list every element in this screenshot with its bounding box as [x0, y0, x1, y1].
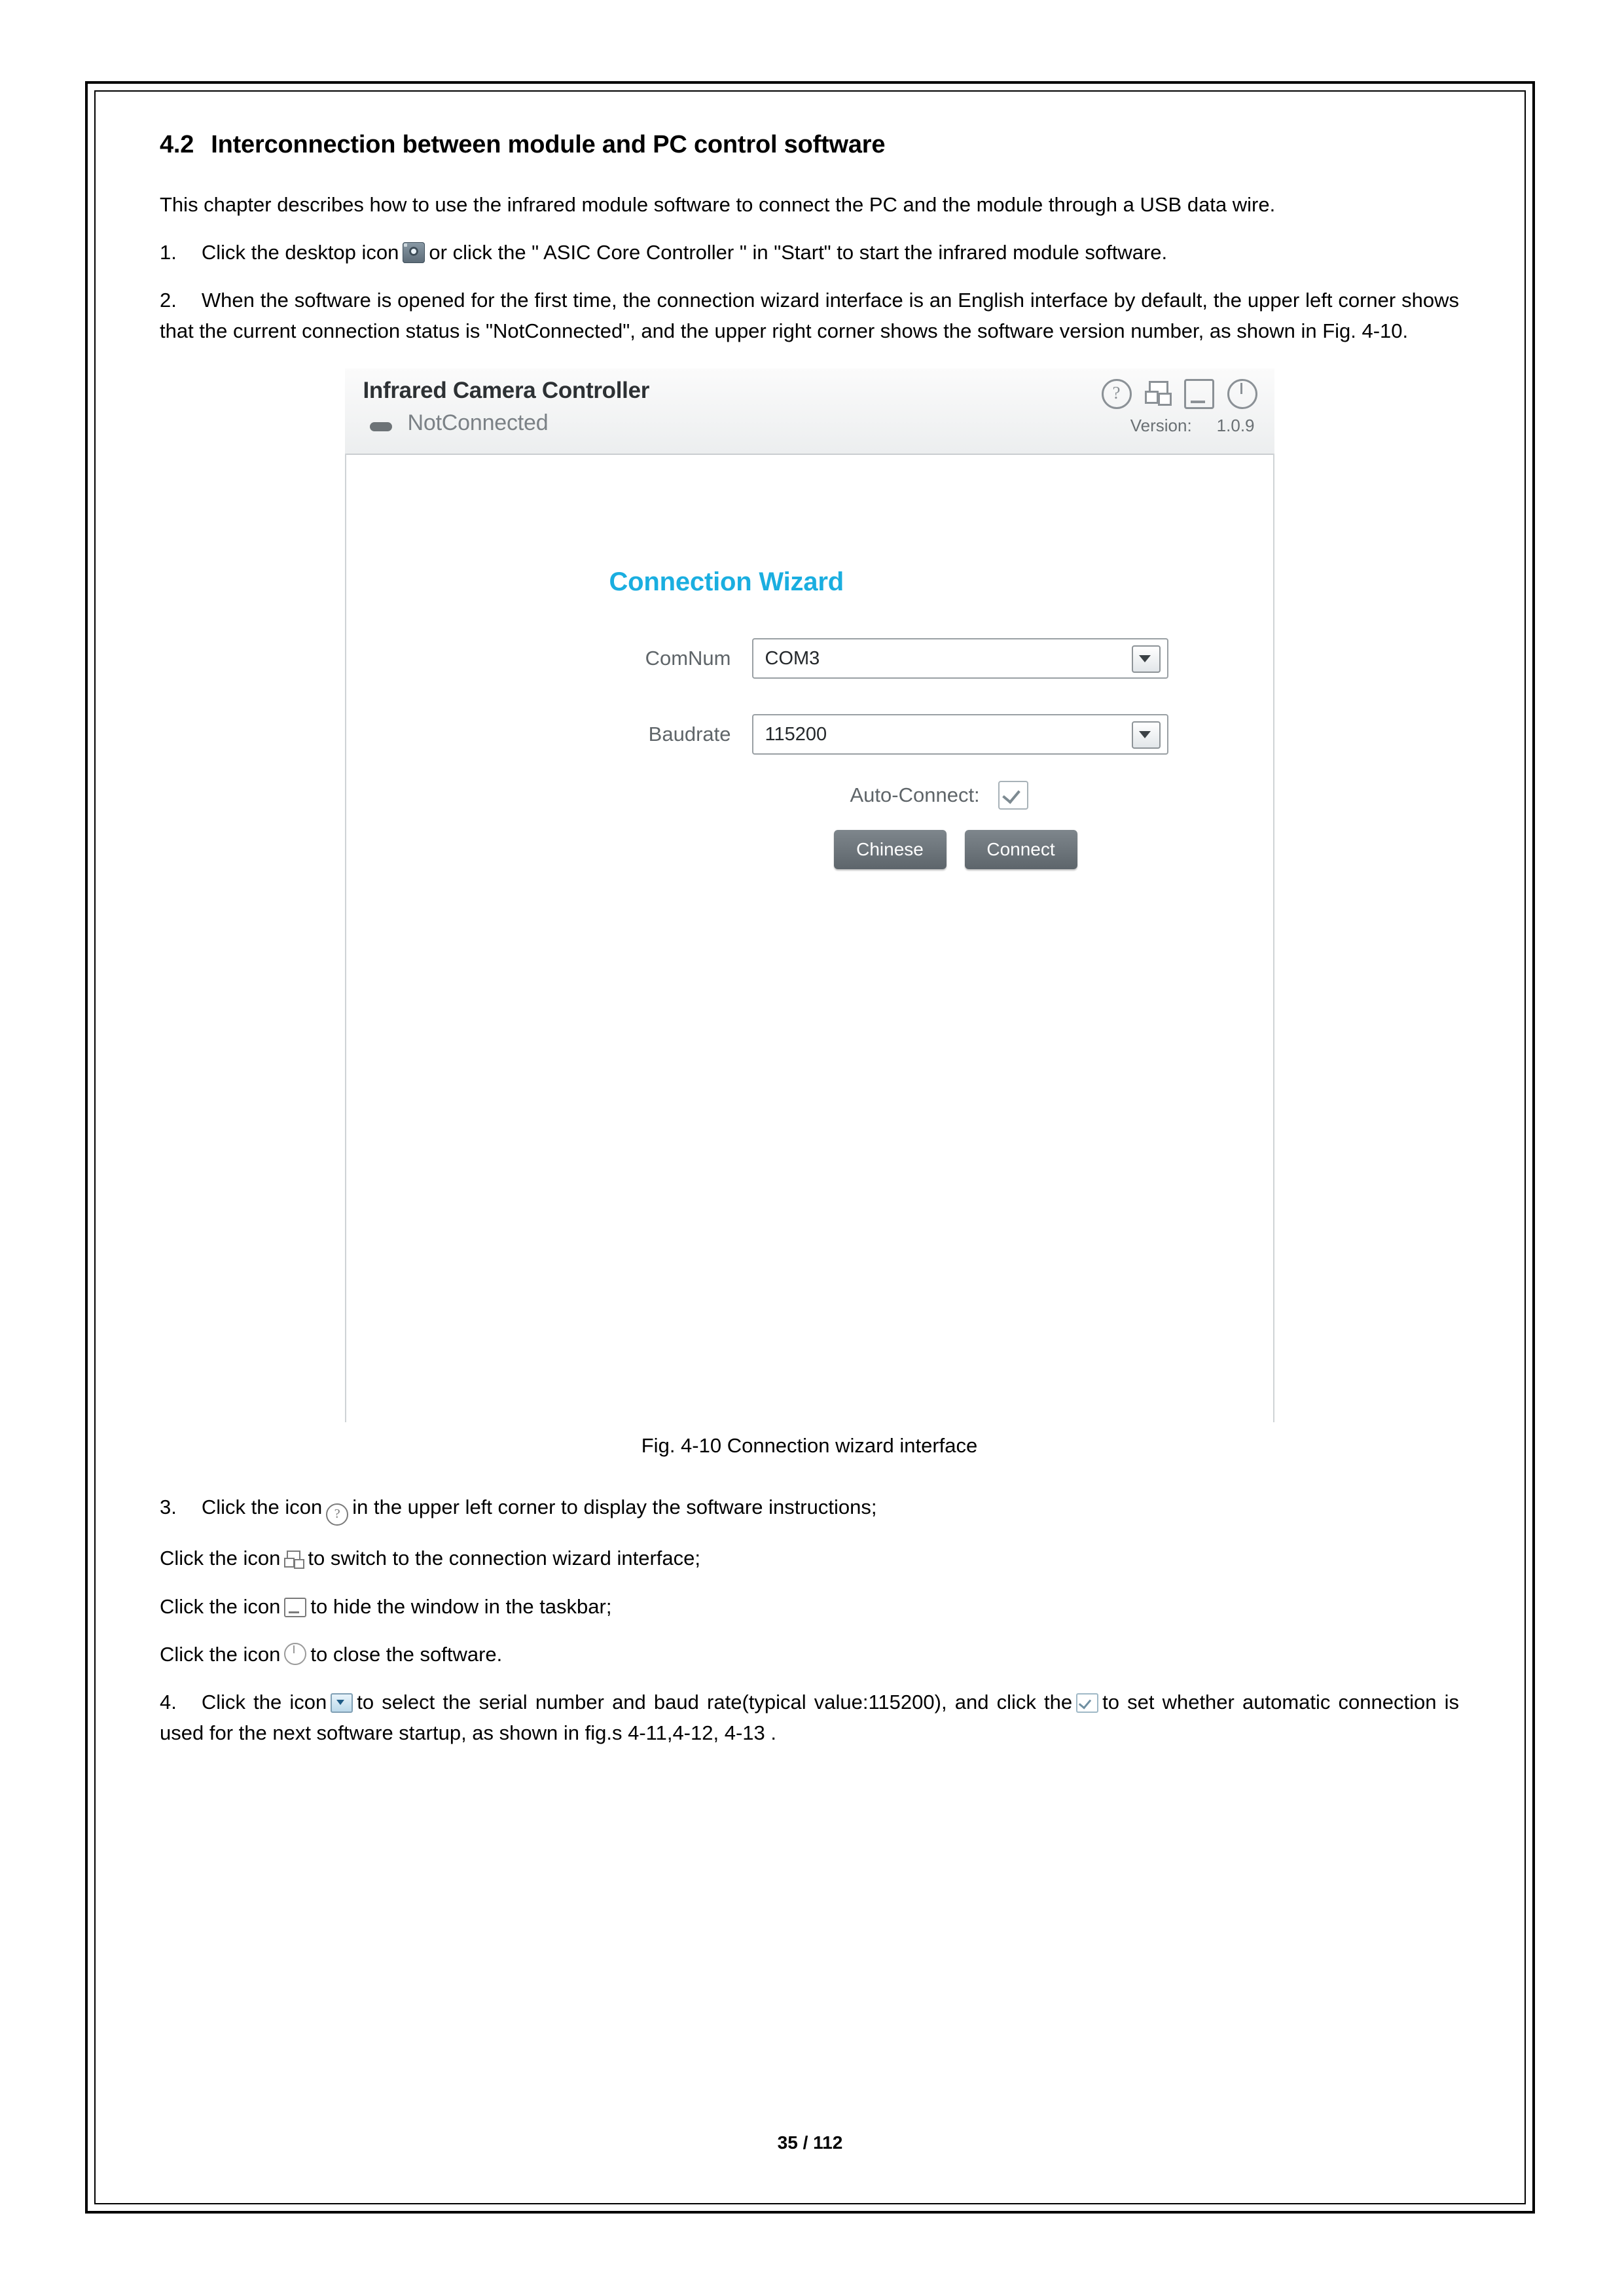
version-label: Version: — [1130, 416, 1192, 436]
step-4-number: 4. — [160, 1690, 177, 1713]
step-2-paragraph — [160, 285, 1459, 346]
step-1-number: 1. — [160, 241, 177, 264]
page-footer: 35 / 112 — [777, 2132, 843, 2153]
wizard-icon — [284, 1551, 304, 1569]
step-1-text-a: Click the desktop icon — [201, 241, 399, 264]
step-3-line4-text-a: Click the icon — [160, 1642, 281, 1666]
baudrate-value: 115200 — [765, 723, 827, 745]
baudrate-select[interactable] — [752, 714, 1168, 755]
version-value: 1.0.9 — [1216, 416, 1255, 436]
step-3-line2-text-a: Click the icon — [160, 1547, 281, 1570]
step-3-text-a: Click the icon — [201, 1496, 323, 1519]
power-close-icon[interactable] — [1227, 379, 1257, 409]
help-icon[interactable]: ? — [1102, 379, 1132, 409]
chevron-down-icon[interactable] — [1132, 721, 1161, 749]
app-title: Infrared Camera Controller — [363, 378, 650, 404]
comnum-label: ComNum — [645, 647, 731, 670]
section-title-text: Interconnection between module and PC control software — [211, 131, 886, 158]
comnum-field-row — [609, 638, 1168, 679]
step-4-text-c: to set whether automatic connection is used for the next software startup, as shown in fig.s 4-11,4-12, 4-13 . — [160, 1690, 1460, 1744]
step-3-line2 — [160, 1543, 1459, 1573]
step-1-paragraph — [160, 237, 1459, 268]
section-heading — [160, 131, 1459, 159]
minimize-icon[interactable] — [1184, 379, 1214, 409]
checkbox-icon — [1076, 1693, 1098, 1713]
autoconnect-row — [850, 781, 1028, 810]
page-border-inner — [94, 90, 1526, 2204]
app-body — [345, 454, 1274, 1422]
step-2-number: 2. — [160, 289, 177, 312]
desktop-app-icon — [403, 242, 425, 263]
section-number: 4.2 — [160, 131, 194, 158]
step-3-text-b: in the upper left corner to display the software instructions; — [352, 1496, 877, 1519]
wizard-icon[interactable] — [1145, 381, 1171, 407]
figure-4-10 — [160, 368, 1459, 1458]
step-4-text-a: Click the icon — [201, 1690, 327, 1713]
step-3-line4-text-b: to close the software. — [310, 1642, 503, 1666]
step-1-text-b: or click the " ASIC Core Controller " in "Start" to start the infrared module software. — [429, 241, 1168, 264]
connection-status-indicator — [370, 422, 392, 431]
chinese-button[interactable]: Chinese — [834, 830, 947, 869]
comnum-select[interactable] — [752, 638, 1168, 679]
dropdown-arrow-icon — [331, 1693, 353, 1713]
step-3-paragraph — [160, 1492, 1459, 1526]
connection-status-label: NotConnected — [407, 410, 549, 436]
page-content — [160, 131, 1459, 1765]
autoconnect-label: Auto-Connect: — [850, 783, 980, 807]
chevron-down-icon[interactable] — [1132, 645, 1161, 673]
autoconnect-checkbox[interactable] — [998, 781, 1028, 810]
intro-paragraph: This chapter describes how to use the infrared module software to connect the PC and the module through a USB data wire. — [160, 193, 1276, 216]
step-3-number: 3. — [160, 1496, 177, 1519]
step-3-line3 — [160, 1591, 1459, 1622]
app-window-screenshot — [345, 368, 1274, 1422]
wizard-heading: Connection Wizard — [609, 567, 844, 597]
page-border-outer — [85, 81, 1535, 2214]
figure-caption: Fig. 4-10 Connection wizard interface — [641, 1434, 978, 1458]
baudrate-label: Baudrate — [648, 723, 731, 746]
step-4-text-b: to select the serial number and baud rate(typical value:115200), and click the — [357, 1690, 1073, 1713]
step-4-paragraph — [160, 1687, 1459, 1748]
step-3-line2-text-b: to switch to the connection wizard interface; — [308, 1547, 701, 1570]
help-icon: ? — [326, 1503, 348, 1526]
connect-button[interactable]: Connect — [965, 830, 1077, 869]
step-3-line4 — [160, 1639, 1459, 1670]
comnum-value: COM3 — [765, 647, 820, 669]
minimize-icon — [284, 1598, 306, 1617]
step-3-line3-text-b: to hide the window in the taskbar; — [310, 1594, 612, 1618]
titlebar-icon-group — [1102, 379, 1257, 409]
version-row — [1130, 416, 1255, 436]
baudrate-field-row — [609, 714, 1168, 755]
step-2-text: When the software is opened for the first time, the connection wizard interface is an English interface by default, the upper left corner shows that the current connection status is "NotConnected", and the upper right corner shows the software version number, as shown in Fig. 4-10. — [160, 289, 1459, 343]
power-icon — [284, 1643, 306, 1665]
button-row — [834, 830, 1077, 869]
app-titlebar — [345, 368, 1274, 455]
step-3-line3-text-a: Click the icon — [160, 1594, 281, 1618]
